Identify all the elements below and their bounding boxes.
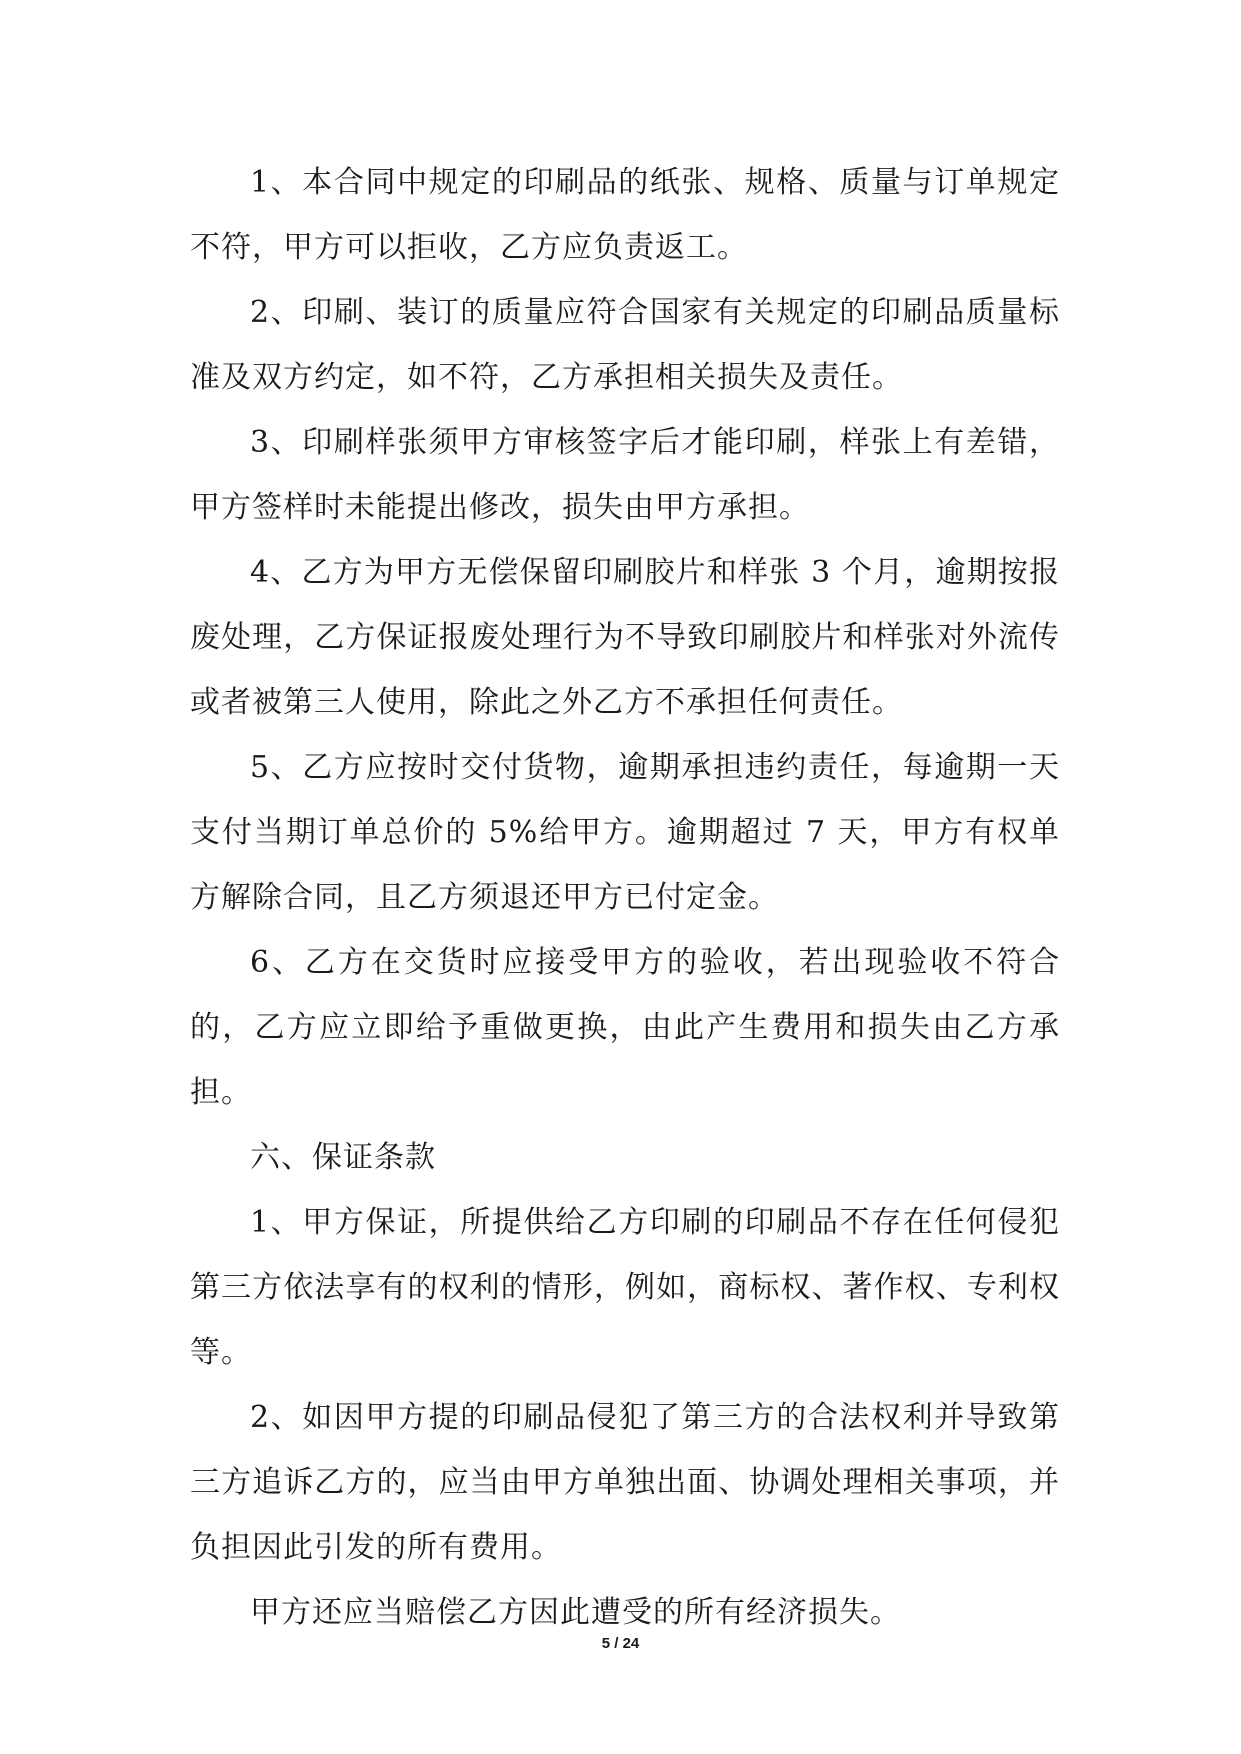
paragraph-clause-4: 4、乙方为甲方无偿保留印刷胶片和样张 3 个月，逾期按报废处理，乙方保证报废处理行为不导致印刷胶片和样张对外流传或者被第三人使用，除此之外乙方不承担任何责任。 [190,555,1060,720]
page-number: 5 / 24 [601,1635,640,1652]
paragraph-guarantee-1: 1、甲方保证，所提供给乙方印刷的印刷品不存在任何侵犯第三方依法享有的权利的情形，例如，商标权、著作权、专利权等。 [190,1205,1060,1370]
paragraph-guarantee-2: 2、如因甲方提的印刷品侵犯了第三方的合法权利并导致第三方追诉乙方的，应当由甲方单独出面、协调处理相关事项，并负担因此引发的所有费用。 [190,1400,1060,1565]
paragraph-guarantee-compensation: 甲方还应当赔偿乙方因此遭受的所有经济损失。 [250,1595,901,1630]
paragraph-clause-1: 1、本合同中规定的印刷品的纸张、规格、质量与订单规定不符，甲方可以拒收，乙方应负责返工。 [190,165,1060,265]
paragraph-clause-6: 6、乙方在交货时应接受甲方的验收，若出现验收不符合的，乙方应立即给予重做更换，由此产生费用和损失由乙方承担。 [190,945,1060,1110]
paragraph-clause-5: 5、乙方应按时交付货物，逾期承担违约责任，每逾期一天支付当期订单总价的 5%给甲方。逾期超过 7 天，甲方有权单方解除合同，且乙方须退还甲方已付定金。 [190,750,1060,915]
paragraph-clause-3: 3、印刷样张须甲方审核签字后才能印刷，样张上有差错，甲方签样时未能提出修改，损失由甲方承担。 [190,425,1060,525]
document-body [190,150,1060,1645]
paragraph-clause-2: 2、印刷、装订的质量应符合国家有关规定的印刷品质量标准及双方约定，如不符，乙方承担相关损失及责任。 [190,295,1060,395]
section-heading-guarantee: 六、保证条款 [250,1140,436,1175]
